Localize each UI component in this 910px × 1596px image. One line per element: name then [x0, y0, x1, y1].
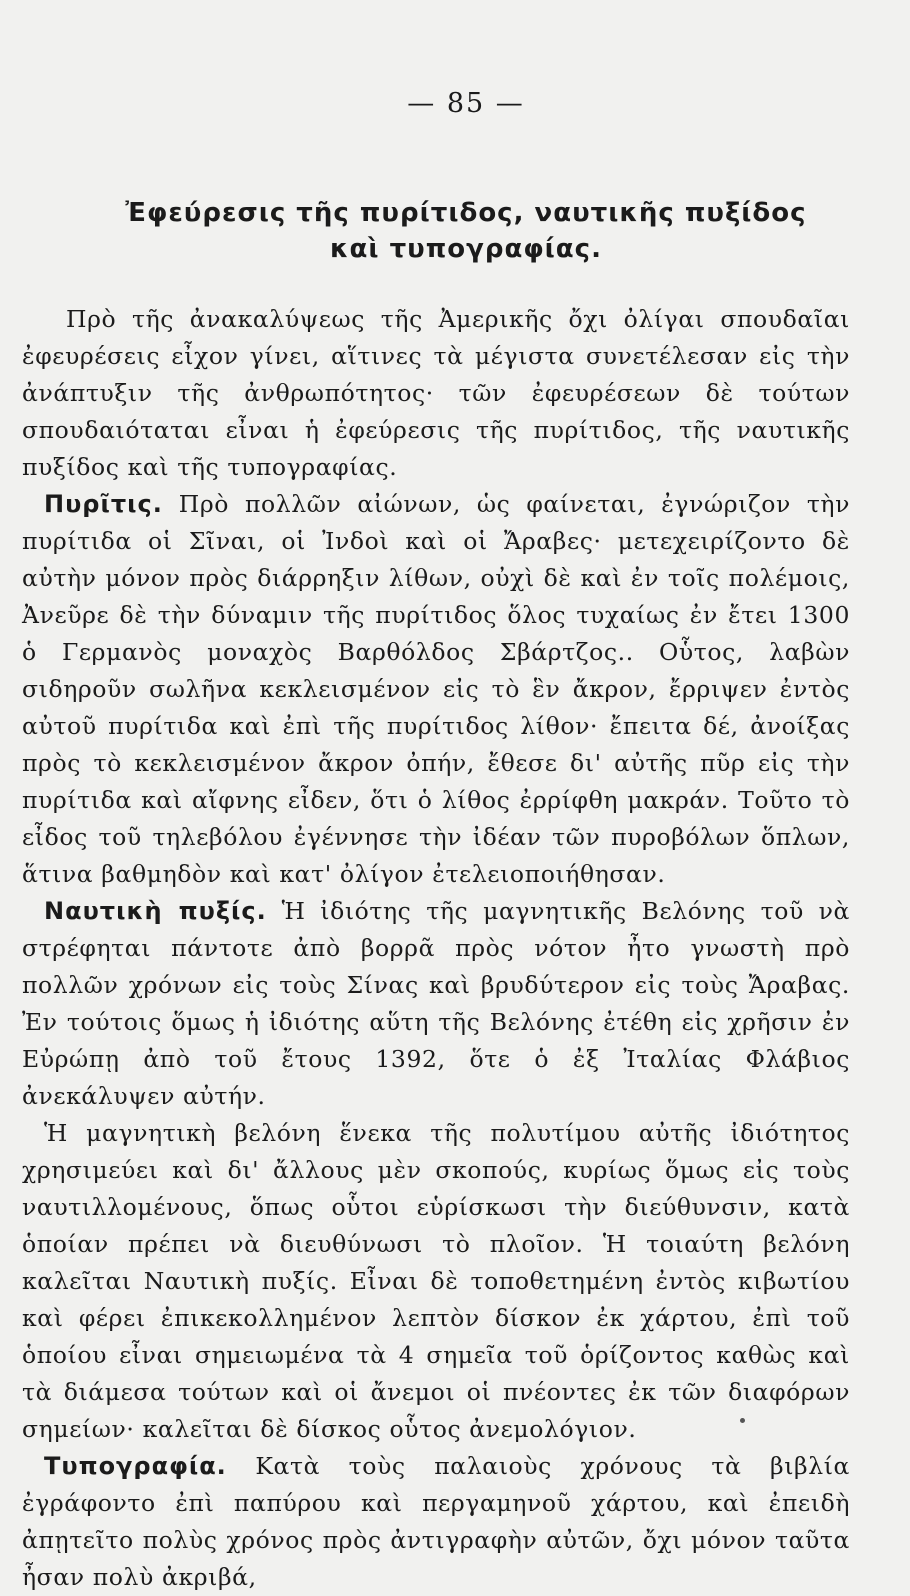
- gunpowder-paragraph: [22, 486, 850, 893]
- gunpowder-text: Πρὸ πολλῶν αἰώνων, ὡς φαίνεται, ἐγνώριζον τὴν πυρίτιδα οἱ Σῖναι, οἱ Ἰνδοὶ καὶ οἱ Ἄραβες· μετεχειρίζοντο δὲ αὐτὴν μόνον πρὸς διάρρηξιν λίθων, οὐχὶ δὲ καὶ ἐν τοῖς πολέμοις, Ἀνεῦρε δὲ τὴν δύναμιν τῆς πυρίτιδος ὅλος τυχαίως ἐν ἔτει 1300 ὁ Γερμανὸς μοναχὸς Βαρθόλδος Σβάρτζος.. Οὗτος, λαβὼν σιδηροῦν σωλῆνα κεκλεισμένον εἰς τὸ ἓν ἄκρον, ἔρριψεν ἐντὸς αὐτοῦ πυρίτιδα καὶ ἐπὶ τῆς πυρίτιδος λίθον· ἔπειτα δέ, ἀνοίξας πρὸς τὸ κεκλεισμένον ἄκρον ὀπήν, ἔθεσε δι' αὐτῆς πῦρ εἰς τὴν πυρίτιδα καὶ αἴφνης εἶδεν, ὅτι ὁ λίθος ἐρρίφθη μακράν. Τοῦτο τὸ εἶδος τοῦ τηλεβόλου ἐγέννησε τὴν ἰδέαν τῶν πυροβόλων ὅπλων, ἅτινα βαθμηδὸν καὶ κατ' ὀλίγον ἐτελειοποιήθησαν.: [22, 490, 851, 888]
- body-text: [22, 301, 850, 1596]
- compass-text: Ἡ ἰδιότης τῆς μαγνητικῆς Βελόνης τοῦ νὰ στρέφηται πάντοτε ἀπὸ βορρᾶ πρὸς νότον ἦτο γνωστὴ πρὸ πολλῶν χρόνων εἰς τοὺς Σίνας καὶ βρυδύτερον εἰς τοὺς Ἄραβας. Ἐν τούτοις ὅμως ἡ ἰδιότης αὕτη τῆς Βελόνης ἐτέθη εἰς χρῆσιν ἐν Εὐρώπῃ ἀπὸ τοῦ ἔτους 1392, ὅτε ὁ ἐξ Ἰταλίας Φλάβιος ἀνεκάλυψεν αὐτήν.: [22, 897, 850, 1110]
- gunpowder-heading: Πυρῖτις.: [44, 490, 163, 518]
- printing-heading: Τυπογραφία.: [44, 1452, 227, 1480]
- needle-paragraph: Ἡ μαγνητικὴ βελόνη ἕνεκα τῆς πολυτίμου αὐτῆς ἰδιότητος χρησιμεύει καὶ δι' ἄλλους μὲν σκοπούς, κυρίως ὅμως εἰς τοὺς ναυτιλλομένους, ὅπως οὗτοι εὑρίσκωσι τὴν διεύθυνσιν, κατὰ ὁποίαν πρέπει νὰ διευθύνωσι τὸ πλοῖον. Ἡ τοιαύτη βελόνη καλεῖται Ναυτικὴ πυξίς. Εἶναι δὲ τοποθετημένη ἐντὸς κιβωτίου καὶ φέρει ἐπικεκολλημένον λεπτὸν δίσκον ἐκ χάρτου, ἐπὶ τοῦ ὁποίου εἶναι σημειωμένα τὰ 4 σημεῖα τοῦ ὁρίζοντος καθὼς καὶ τὰ διάμεσα τούτων καὶ οἱ ἄνεμοι οἱ πνέοντες ἐκ τῶν διαφόρων σημείων· καλεῖται δὲ δίσκος οὗτος ἀνεμολόγιον.: [22, 1119, 850, 1443]
- intro-paragraph: Πρὸ τῆς ἀνακαλύψεως τῆς Ἀμερικῆς ὄχι ὀλίγαι σπουδαῖαι ἐφευρέσεις εἶχον γίνει, αἵτινες τὰ μέγιστα συνετέλεσαν εἰς τὴν ἀνάπτυξιν τῆς ἀνθρωπότητος· τῶν ἐφευρέσεων δὲ τούτων σπουδαιόταται εἶναι ἡ ἐφεύρεσις τῆς πυρίτιδος, τῆς ναυτικῆς πυξίδος καὶ τῆς τυπογραφίας.: [22, 305, 850, 481]
- printing-text: Κατὰ τοὺς παλαιοὺς χρόνους τὰ βιβλία ἐγράφοντο ἐπὶ παπύρου καὶ περγαμηνοῦ χάρτου, καὶ ἐπειδὴ ἀπῃτεῖτο πολὺς χρόνος πρὸς ἀντιγραφὴν αὐτῶν, ὄχι μόνον ταῦτα ἦσαν πολὺ ἀκριβά,: [22, 1452, 850, 1591]
- paper-speck: [740, 1418, 745, 1423]
- page-number: — 85 —: [407, 88, 525, 119]
- printing-paragraph: [22, 1448, 850, 1596]
- compass-heading: Ναυτικὴ πυξίς.: [44, 897, 267, 925]
- chapter-title-line-2: καὶ τυπογραφίας.: [330, 234, 602, 264]
- compass-paragraph: [22, 893, 850, 1115]
- chapter-title-line-1: Ἐφεύρεσις τῆς πυρίτιδος, ναυτικῆς πυξίδος: [125, 198, 807, 228]
- chapter-title: [82, 195, 850, 267]
